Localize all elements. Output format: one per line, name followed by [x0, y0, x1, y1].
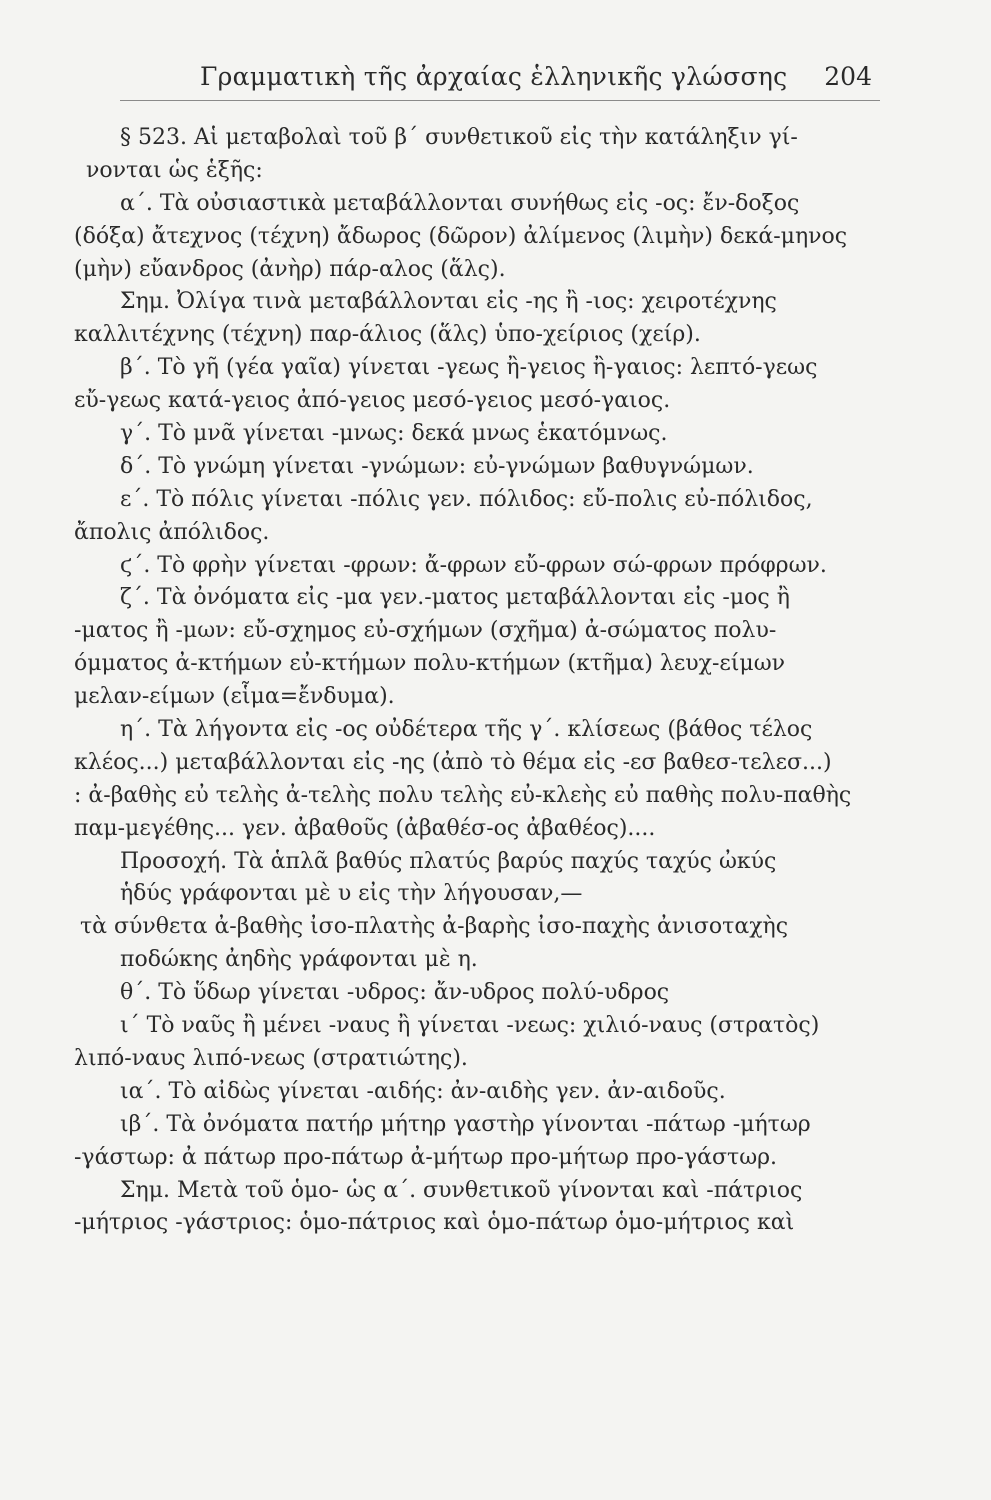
text-line: ια΄. Τὸ αἰδὼς γίνεται -αιδής: ἀν-αιδὴς γεν. ἀν-αιδοῦς.: [120, 1078, 726, 1104]
text-line: μελαν-είμων (εἷμα=ἔνδυμα).: [74, 684, 395, 710]
text-line: ϛ΄. Τὸ φρὴν γίνεται -φρων: ἄ-φρων εὔ-φρων σώ-φρων πρόφρων.: [120, 552, 827, 578]
text-line: ζ΄. Τὰ ὀνόματα εἰς -μα γεν.-ματος μεταβάλλονται εἰς -μος ἢ: [120, 585, 790, 611]
body-text: [74, 122, 894, 1240]
header-rule: [120, 100, 880, 101]
text-line: παμ-μεγέθης... γεν. ἀβαθοῦς (ἀβαθέσ-ος ἀβαθέος)....: [74, 815, 656, 841]
text-line: ποδώκης ἀηδὴς γράφονται μὲ η.: [120, 947, 478, 973]
text-line: ἡδύς γράφονται μὲ υ εἰς τὴν λήγουσαν,—: [120, 881, 583, 907]
text-line: ιβ΄. Τὰ ὀνόματα πατήρ μήτηρ γαστὴρ γίνονται -πάτωρ -μήτωρ: [120, 1111, 811, 1137]
text-line: Σημ. Μετὰ τοῦ ὁμο- ὡς α΄. συνθετικοῦ γίνονται καὶ -πάτριος: [120, 1177, 803, 1203]
text-line: όμματος ἀ-κτήμων εὐ-κτήμων πολυ-κτήμων (κτῆμα) λευχ-είμων: [74, 651, 786, 677]
text-line: -μήτριος -γάστριος: ὁμο-πάτριος καὶ ὁμο-πάτωρ ὁμο-μήτριος καὶ: [74, 1210, 795, 1236]
running-head: [120, 58, 880, 98]
text-line: (δόξα) ἄτεχνος (τέχνη) ἄδωρος (δῶρον) ἀλίμενος (λιμὴν) δεκά-μηνος: [74, 223, 848, 249]
text-line: α΄. Τὰ οὐσιαστικὰ μεταβάλλονται συνήθως εἰς -ος: ἔν-δοξος: [120, 190, 800, 216]
running-head-title: Γραμματικὴ τῆς ἀρχαίας ἑλληνικῆς γλώσσης: [200, 62, 788, 91]
text-line: κλέος...) μεταβάλλονται εἰς -ης (ἀπὸ τὸ θέμα εἰς -εσ βαθεσ-τελεσ...): [74, 749, 832, 775]
text-line: δ΄. Τὸ γνώμη γίνεται -γνώμων: εὐ-γνώμων βαθυγνώμων.: [120, 453, 754, 479]
text-line: καλλιτέχνης (τέχνη) παρ-άλιος (ἅλς) ὑπο-χείριος (χείρ).: [74, 322, 701, 348]
text-line: -γάστωρ: ἀ πάτωρ προ-πάτωρ ἀ-μήτωρ προ-μήτωρ προ-γάστωρ.: [74, 1144, 778, 1170]
text-line: -ματος ἢ -μων: εὔ-σχημος εὐ-σχήμων (σχῆμα) ἀ-σώματος πολυ-: [74, 618, 777, 644]
text-line: : ἀ-βαθὴς εὐ τελὴς ἀ-τελὴς πολυ τελὴς εὐ-κλεὴς εὐ παθὴς πολυ-παθὴς: [74, 782, 852, 808]
text-line: θ΄. Τὸ ὕδωρ γίνεται -υδρος: ἄν-υδρος πολύ-υδρος: [120, 980, 670, 1006]
text-line: τὰ σύνθετα ἀ-βαθὴς ἰσο-πλατὴς ἀ-βαρὴς ἰσο-παχὴς ἀνισοταχὴς: [80, 914, 789, 940]
text-line: β΄. Τὸ γῆ (γέα γαῖα) γίνεται -γεως ἢ-γειος ἢ-γαιος: λεπτό-γεως: [120, 355, 818, 381]
text-line: (μὴν) εὔανδρος (ἀνὴρ) πάρ-αλος (ἅλς).: [74, 256, 506, 282]
text-line: ἄπολις ἀπόλιδος.: [74, 519, 270, 545]
text-line: η΄. Τὰ λήγοντα εἰς -ος οὐδέτερα τῆς γ΄. κλίσεως (βάθος τέλος: [120, 717, 813, 743]
text-line: εὔ-γεως κατά-γειος ἀπό-γειος μεσό-γειος μεσό-γαιος.: [74, 388, 671, 414]
text-line: ε΄. Τὸ πόλις γίνεται -πόλις γεν. πόλιδος: εὔ-πολις εὐ-πόλιδος,: [120, 486, 813, 512]
text-line: ι΄ Τὸ ναῦς ἢ μένει -ναυς ἢ γίνεται -νεως: χιλιό-ναυς (στρατὸς): [120, 1013, 820, 1039]
page-number: 204: [824, 62, 872, 91]
text-line: § 523. Αἱ μεταβολαὶ τοῦ β΄ συνθετικοῦ εἰς τὴν κατάληξιν γί-: [120, 125, 798, 150]
text-line: νονται ὡς ἑξῆς:: [86, 157, 263, 183]
text-line: λιπό-ναυς λιπό-νεως (στρατιώτης).: [74, 1045, 468, 1071]
text-line: Σημ. Ὀλίγα τινὰ μεταβάλλονται εἰς -ης ἢ -ιος: χειροτέχνης: [120, 289, 777, 315]
text-line: Προσοχή. Τὰ ἁπλᾶ βαθύς πλατύς βαρύς παχύς ταχύς ὠκύς: [120, 848, 777, 874]
text-line: γ΄. Τὸ μνᾶ γίνεται -μνως: δεκά μνως ἑκατόμνως.: [120, 421, 668, 447]
